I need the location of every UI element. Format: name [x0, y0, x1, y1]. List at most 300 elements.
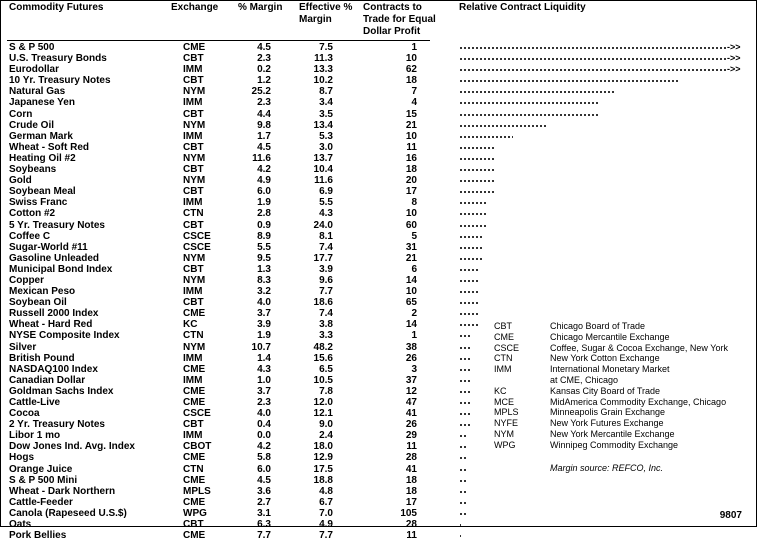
exchange-code: CME — [183, 452, 206, 464]
exchange-code: MPLS — [183, 485, 211, 497]
table-row — [1, 86, 756, 97]
commodity-name: German Mark — [9, 130, 73, 142]
effective-margin-value: 48.2 — [313, 341, 333, 353]
margin-value: 10.7 — [251, 341, 271, 353]
contracts-value: 60 — [405, 219, 417, 231]
effective-margin-value: 11.6 — [314, 175, 333, 187]
header-margin: % Margin — [238, 2, 283, 13]
contracts-value: 15 — [405, 108, 417, 120]
margin-value: 7.7 — [257, 530, 271, 541]
contracts-value: 18 — [405, 164, 417, 176]
legend-code: MPLS — [494, 407, 519, 418]
margin-value: 2.3 — [257, 53, 271, 65]
liquidity-bar — [459, 313, 478, 315]
commodity-name: 5 Yr. Treasury Notes — [9, 219, 105, 231]
contracts-value: 1 — [411, 330, 417, 342]
margin-value: 3.7 — [257, 385, 271, 397]
table-row — [1, 120, 756, 131]
exchange-code: CME — [183, 397, 206, 408]
commodity-name: Japanese Yen — [9, 97, 75, 109]
effective-margin-value: 7.4 — [319, 308, 333, 320]
margin-value: 4.5 — [257, 474, 271, 486]
margin-value: 1.3 — [257, 263, 271, 275]
contracts-value: 31 — [405, 241, 417, 253]
commodity-name: Wheat - Soft Red — [9, 141, 89, 153]
legend-item — [494, 397, 754, 408]
legend-exchange-name: Chicago Mercantile Exchange — [550, 331, 670, 342]
exchange-code: NYM — [183, 152, 206, 164]
effective-margin-value: 12.9 — [313, 452, 333, 464]
contracts-value: 14 — [405, 274, 417, 286]
margin-value: 3.2 — [257, 286, 271, 298]
exchange-code: CBT — [183, 263, 204, 275]
effective-margin-value: 8.1 — [319, 230, 333, 242]
exchange-code: CBT — [183, 519, 204, 531]
contracts-value: 8 — [411, 197, 417, 209]
effective-margin-value: 2.4 — [319, 430, 333, 442]
contracts-value: 1 — [411, 42, 417, 53]
liquidity-bar — [459, 435, 467, 437]
contracts-value: 5 — [411, 230, 417, 242]
liquidity-bar — [459, 91, 614, 93]
contracts-value: 37 — [405, 374, 417, 386]
effective-margin-value: 4.3 — [319, 208, 333, 220]
effective-margin-value: 13.7 — [313, 152, 333, 164]
exchange-code: CBT — [183, 75, 204, 87]
margin-value: 3.9 — [257, 319, 271, 331]
commodity-name: Silver — [9, 341, 37, 353]
contracts-value: 11 — [406, 441, 417, 453]
margin-value: 3.7 — [257, 308, 271, 320]
legend-item — [494, 364, 754, 375]
header-exchange: Exchange — [171, 2, 219, 13]
commodity-name: Cotton #2 — [9, 208, 56, 220]
exchange-code: CSCE — [183, 241, 211, 253]
table-row — [1, 452, 756, 463]
table-row — [1, 508, 756, 519]
margin-value: 5.8 — [257, 452, 271, 464]
effective-margin-value: 7.0 — [319, 507, 333, 519]
exchange-code: CBOT — [183, 441, 212, 453]
table-row — [1, 519, 756, 530]
commodity-name: S & P 500 Mini — [9, 474, 78, 486]
exchange-code: NYM — [183, 341, 206, 353]
legend-code: KC — [494, 385, 507, 396]
margin-value: 4.5 — [257, 42, 271, 53]
exchange-code: IMM — [183, 197, 203, 209]
liquidity-bar — [459, 180, 494, 182]
liquidity-bar — [459, 535, 461, 537]
margin-value: 6.0 — [257, 463, 271, 475]
contracts-value: 17 — [405, 496, 417, 508]
commodity-name: Soybeans — [9, 164, 57, 176]
margin-value: 0.0 — [257, 430, 271, 442]
margin-value: 5.5 — [257, 241, 271, 253]
liquidity-bar — [459, 469, 467, 471]
legend-item — [494, 418, 754, 429]
table-row — [1, 486, 756, 497]
liquidity-bar — [459, 213, 488, 215]
liquidity-bar — [459, 147, 494, 149]
legend-item — [494, 407, 754, 418]
legend-code: CSCE — [494, 342, 520, 353]
liquidity-bar — [459, 102, 598, 104]
exchange-code: WPG — [183, 507, 207, 519]
header-commodity: Commodity Futures — [9, 2, 104, 13]
margin-value: 0.9 — [257, 219, 271, 231]
table-row — [1, 530, 756, 541]
legend-exchange-name: New York Cotton Exchange — [550, 353, 660, 364]
header-contracts: Contracts to Trade for Equal Dollar Profit — [363, 2, 436, 37]
liquidity-bar — [459, 136, 513, 138]
contracts-value: 18 — [405, 75, 417, 87]
liquidity-overflow-arrow: ->> — [727, 42, 741, 52]
legend-exchange-name: Chicago Board of Trade — [550, 321, 646, 331]
exchange-code: NYM — [183, 175, 206, 187]
liquidity-bar — [459, 280, 478, 282]
commodity-name: Wheat - Dark Northern — [9, 485, 116, 497]
liquidity-bar — [459, 480, 467, 482]
margin-value: 25.2 — [251, 86, 271, 98]
commodity-name: Cocoa — [9, 408, 40, 420]
effective-margin-value: 8.7 — [319, 86, 333, 98]
liquidity-bar — [459, 58, 727, 60]
contracts-value: 41 — [405, 463, 417, 475]
liquidity-bar — [459, 247, 483, 249]
exchange-code: CBT — [183, 419, 204, 431]
exchange-code: CSCE — [183, 408, 211, 420]
header-divider — [7, 40, 430, 41]
contracts-value: 20 — [405, 175, 417, 187]
table-row — [1, 186, 756, 197]
table-row — [1, 297, 756, 308]
liquidity-bar — [459, 347, 472, 349]
contracts-value: 41 — [405, 408, 417, 420]
margin-value: 4.0 — [257, 297, 271, 309]
document-code: 9807 — [719, 510, 742, 521]
contracts-value: 21 — [405, 119, 417, 131]
contracts-value: 38 — [405, 341, 417, 353]
margin-value: 2.8 — [257, 208, 271, 220]
margin-source-note: Margin source: REFCO, Inc. — [550, 463, 664, 473]
effective-margin-value: 18.0 — [313, 441, 333, 453]
margin-value: 2.7 — [257, 496, 271, 508]
contracts-value: 11 — [406, 141, 417, 153]
margin-value: 1.9 — [257, 330, 271, 342]
contracts-value: 28 — [405, 452, 417, 464]
liquidity-bar — [459, 413, 472, 415]
contracts-value: 62 — [405, 64, 417, 76]
margin-value: 4.0 — [257, 408, 271, 420]
legend-exchange-name: International Monetary Market — [550, 364, 670, 375]
table-row — [1, 497, 756, 508]
liquidity-bar — [459, 236, 483, 238]
margin-value: 3.1 — [257, 507, 271, 519]
exchange-code: CBT — [183, 164, 204, 176]
liquidity-overflow-arrow: ->> — [727, 64, 741, 75]
table-row — [1, 242, 756, 253]
liquidity-bar — [459, 80, 679, 82]
exchange-code: CTN — [183, 330, 204, 342]
legend-code: CTN — [494, 353, 513, 364]
contracts-value: 7 — [411, 86, 417, 98]
exchange-code: CME — [183, 496, 206, 508]
legend-code: WPG — [494, 439, 516, 450]
margin-value: 4.3 — [257, 363, 271, 375]
exchange-code: IMM — [183, 374, 203, 386]
effective-margin-value: 17.7 — [313, 252, 333, 264]
commodity-name: Canadian Dollar — [9, 374, 86, 386]
exchange-code: CBT — [183, 186, 204, 198]
effective-margin-value: 9.6 — [319, 274, 333, 286]
commodity-name: Copper — [9, 274, 44, 286]
liquidity-bar — [459, 114, 598, 116]
effective-margin-value: 6.7 — [319, 496, 333, 508]
margin-value: 0.4 — [257, 419, 271, 431]
margin-value: 6.3 — [257, 519, 271, 531]
legend-code: CME — [494, 331, 514, 342]
margin-value: 4.2 — [257, 441, 271, 453]
header-liquidity: Relative Contract Liquidity — [459, 2, 586, 13]
commodity-name: Oats — [9, 519, 32, 531]
liquidity-overflow-arrow: ->> — [727, 53, 741, 64]
exchange-code: NYM — [183, 119, 206, 131]
effective-margin-value: 24.0 — [313, 219, 333, 231]
table-row — [1, 64, 756, 75]
effective-margin-value: 4.9 — [319, 519, 333, 531]
liquidity-bar — [459, 169, 494, 171]
exchange-code: CBT — [183, 297, 204, 309]
commodity-name: Eurodollar — [9, 64, 60, 76]
margin-value: 1.9 — [257, 197, 271, 209]
liquidity-bar — [459, 491, 467, 493]
commodity-name: Mexican Peso — [9, 286, 76, 298]
commodity-name: Pork Bellies — [9, 530, 67, 541]
contracts-value: 65 — [405, 297, 417, 309]
legend-item — [494, 332, 754, 343]
margin-value: 1.2 — [257, 75, 271, 87]
legend-exchange-name: at CME, Chicago — [550, 374, 619, 385]
exchange-code: CTN — [183, 463, 204, 475]
commodity-name: Libor 1 mo — [9, 430, 61, 442]
exchange-code: CTN — [183, 208, 204, 220]
legend-code: CBT — [494, 321, 512, 331]
exchange-code: CBT — [183, 219, 204, 231]
margin-value: 9.5 — [257, 252, 271, 264]
liquidity-bar — [459, 202, 488, 204]
legend-exchange-name: Coffee, Sugar & Cocoa Exchange, New York — [550, 342, 728, 353]
table-row — [1, 142, 756, 153]
table-row — [1, 231, 756, 242]
effective-margin-value: 12.0 — [313, 397, 333, 408]
commodity-name: S & P 500 — [9, 42, 55, 53]
contracts-value: 16 — [405, 152, 417, 164]
commodity-name: Soybean Oil — [9, 297, 67, 309]
liquidity-bar — [459, 158, 494, 160]
table-row — [1, 264, 756, 275]
margin-value: 3.6 — [257, 485, 271, 497]
effective-margin-value: 11.3 — [314, 53, 333, 65]
commodity-name: 10 Yr. Treasury Notes — [9, 75, 111, 87]
legend-item — [494, 343, 754, 354]
margin-value: 4.5 — [257, 141, 271, 153]
legend-exchange-name: Kansas City Board of Trade — [550, 385, 661, 396]
effective-margin-value: 7.7 — [319, 286, 333, 298]
commodity-name: Crude Oil — [9, 119, 55, 131]
liquidity-bar — [459, 424, 472, 426]
table-row — [1, 286, 756, 297]
liquidity-bar — [459, 47, 727, 49]
exchange-legend — [494, 321, 754, 451]
liquidity-bar — [459, 524, 461, 526]
table-row — [1, 109, 756, 120]
contracts-value: 12 — [405, 385, 417, 397]
liquidity-bar — [459, 380, 472, 382]
effective-margin-value: 6.9 — [319, 186, 333, 198]
table-row — [1, 97, 756, 108]
legend-exchange-name: Winnipeg Commodity Exchange — [550, 439, 679, 450]
commodity-name: Swiss Franc — [9, 197, 68, 209]
commodity-name: Coffee C — [9, 230, 51, 242]
contracts-value: 4 — [411, 97, 417, 109]
contracts-value: 14 — [405, 319, 417, 331]
legend-code: IMM — [494, 364, 512, 375]
table-row — [1, 75, 756, 86]
commodity-name: Orange Juice — [9, 463, 73, 475]
legend-item — [494, 386, 754, 397]
liquidity-bar — [459, 291, 478, 293]
commodity-name: Soybean Meal — [9, 186, 76, 198]
liquidity-bar — [459, 269, 478, 271]
contracts-value: 6 — [411, 263, 417, 275]
exchange-code: CME — [183, 474, 206, 486]
effective-margin-value: 7.8 — [319, 385, 333, 397]
table-row — [1, 475, 756, 486]
margin-value: 1.7 — [257, 130, 271, 142]
liquidity-bar — [459, 324, 478, 326]
effective-margin-value: 3.4 — [319, 97, 333, 109]
legend-item — [494, 321, 754, 332]
effective-margin-value: 3.0 — [319, 141, 333, 153]
contracts-value: 2 — [411, 308, 417, 320]
contracts-value: 10 — [405, 286, 417, 298]
exchange-code: CBT — [183, 108, 204, 120]
effective-margin-value: 6.5 — [319, 363, 333, 375]
commodity-name: Cattle-Live — [9, 397, 61, 408]
effective-margin-value: 5.3 — [319, 130, 333, 142]
exchange-code: NYM — [183, 274, 206, 286]
legend-item — [494, 353, 754, 364]
commodity-name: Cattle-Feeder — [9, 496, 73, 508]
exchange-code: NYM — [183, 86, 206, 98]
exchange-code: CME — [183, 363, 206, 375]
commodity-name: Dow Jones Ind. Avg. Index — [9, 441, 135, 453]
commodity-name: Goldman Sachs Index — [9, 385, 114, 397]
effective-margin-value: 5.5 — [319, 197, 333, 209]
effective-margin-value: 3.3 — [319, 330, 333, 342]
effective-margin-value: 13.3 — [313, 64, 333, 76]
table-row — [1, 42, 756, 53]
effective-margin-value: 18.6 — [313, 297, 333, 309]
effective-margin-value: 18.8 — [313, 474, 333, 486]
margin-value: 6.0 — [257, 186, 271, 198]
margin-value: 2.3 — [257, 97, 271, 109]
liquidity-bar — [459, 402, 472, 404]
effective-margin-value: 7.7 — [319, 530, 333, 541]
commodity-name: 2 Yr. Treasury Notes — [9, 419, 105, 431]
commodity-name: Sugar-World #11 — [9, 241, 88, 253]
legend-item — [494, 440, 754, 451]
exchange-code: IMM — [183, 430, 203, 442]
margin-value: 4.9 — [257, 175, 271, 187]
effective-margin-value: 10.2 — [313, 75, 333, 87]
liquidity-bar — [459, 302, 478, 304]
exchange-code: IMM — [183, 352, 203, 364]
margin-value: 0.2 — [257, 64, 271, 76]
contracts-value: 26 — [405, 352, 417, 364]
effective-margin-value: 7.4 — [319, 241, 333, 253]
table-row — [1, 308, 756, 319]
margin-value: 9.8 — [257, 119, 271, 131]
exchange-code: CME — [183, 385, 206, 397]
table-row — [1, 53, 756, 64]
legend-exchange-name: Minneapolis Grain Exchange — [550, 407, 666, 418]
legend-exchange-name: New York Futures Exchange — [550, 418, 664, 429]
exchange-code: IMM — [183, 286, 203, 298]
effective-margin-value: 15.6 — [313, 352, 333, 364]
margin-value: 1.4 — [257, 352, 271, 364]
contracts-value: 105 — [400, 507, 417, 519]
margin-value: 8.3 — [257, 274, 271, 286]
exchange-code: CME — [183, 42, 206, 53]
legend-item — [494, 429, 754, 440]
commodity-name: U.S. Treasury Bonds — [9, 53, 107, 65]
exchange-code: IMM — [183, 97, 203, 109]
contracts-value: 29 — [405, 430, 417, 442]
contracts-value: 21 — [405, 252, 417, 264]
commodity-name: Natural Gas — [9, 86, 66, 98]
table-row — [1, 275, 756, 286]
header-effective-margin: Effective % Margin — [299, 2, 353, 25]
liquidity-bar — [459, 457, 467, 459]
legend-code: NYM — [494, 428, 514, 439]
contracts-value: 11 — [406, 530, 417, 541]
exchange-code: CBT — [183, 141, 204, 153]
contracts-value: 26 — [405, 419, 417, 431]
effective-margin-value: 4.8 — [319, 485, 333, 497]
contracts-value: 10 — [405, 53, 417, 65]
contracts-value: 10 — [405, 130, 417, 142]
table-row — [1, 253, 756, 264]
exchange-code: IMM — [183, 64, 203, 76]
exchange-code: IMM — [183, 130, 203, 142]
commodity-name: NASDAQ100 Index — [9, 363, 98, 375]
effective-margin-value: 17.5 — [313, 463, 333, 475]
effective-margin-value: 10.5 — [313, 374, 333, 386]
liquidity-bar — [459, 513, 467, 515]
table-row — [1, 164, 756, 175]
margin-value: 11.6 — [252, 152, 271, 164]
liquidity-bar — [459, 191, 494, 193]
commodity-name: Russell 2000 Index — [9, 308, 99, 320]
liquidity-bar — [459, 369, 472, 371]
commodity-name: Hogs — [9, 452, 34, 464]
liquidity-bar — [459, 225, 488, 227]
effective-margin-value: 3.9 — [319, 263, 333, 275]
exchange-code: CME — [183, 530, 206, 541]
commodity-name: Corn — [9, 108, 33, 120]
contracts-value: 18 — [405, 474, 417, 486]
